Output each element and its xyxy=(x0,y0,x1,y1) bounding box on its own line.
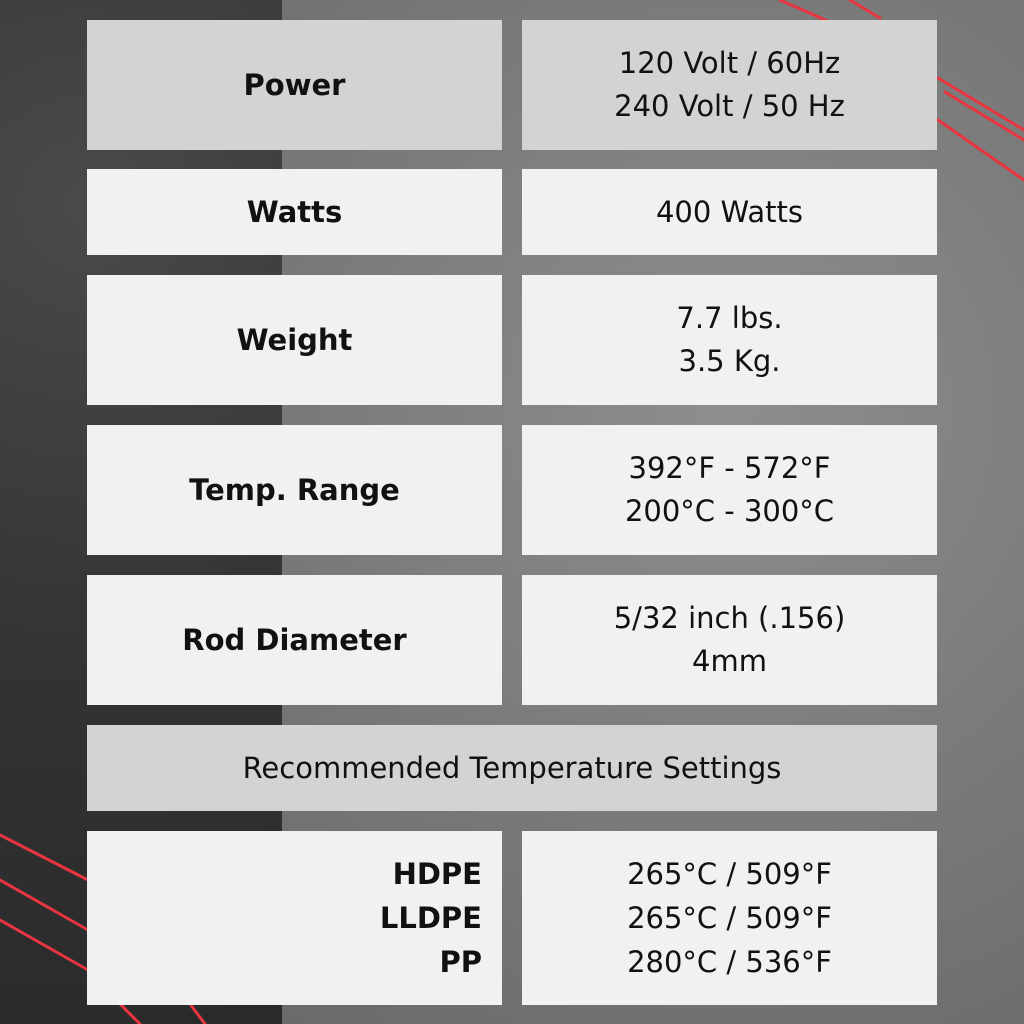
spec-label-watts xyxy=(87,169,502,255)
material-setting: 265°C / 509°F xyxy=(627,857,832,891)
material-name: PP xyxy=(439,945,482,979)
material-setting: 280°C / 536°F xyxy=(627,945,832,979)
spec-value-temp-range xyxy=(522,425,937,555)
spec-value-line: 392°F - 572°F xyxy=(628,451,831,485)
spec-value-weight xyxy=(522,275,937,405)
material-names xyxy=(87,831,502,1005)
spec-label-power xyxy=(87,20,502,150)
spec-label-temp-range xyxy=(87,425,502,555)
material-name: HDPE xyxy=(392,857,482,891)
spec-value-line: 120 Volt / 60Hz xyxy=(618,46,841,80)
recommended-heading xyxy=(87,725,937,811)
spec-label-text: Temp. Range xyxy=(189,473,400,507)
spec-value-line: 200°C - 300°C xyxy=(624,494,835,528)
spec-value-rod-diameter xyxy=(522,575,937,705)
material-name: LLDPE xyxy=(379,901,482,935)
spec-value-line: 400 Watts xyxy=(655,194,803,229)
spec-value-line: 4mm xyxy=(692,644,767,678)
spec-value-power xyxy=(522,20,937,150)
spec-value-watts xyxy=(522,169,937,255)
spec-label-text: Weight xyxy=(236,323,353,357)
spec-label-text: Watts xyxy=(246,195,343,229)
spec-label-rod-diameter xyxy=(87,575,502,705)
material-settings xyxy=(522,831,937,1005)
spec-value-line: 5/32 inch (.156) xyxy=(613,601,846,635)
spec-value-line: 3.5 Kg. xyxy=(678,344,781,378)
spec-label-text: Power xyxy=(243,68,346,102)
spec-value-line: 7.7 lbs. xyxy=(676,301,783,335)
spec-label-weight xyxy=(87,275,502,405)
spec-label-text: Rod Diameter xyxy=(182,623,407,657)
recommended-heading-text: Recommended Temperature Settings xyxy=(242,751,782,785)
material-setting: 265°C / 509°F xyxy=(627,901,832,935)
spec-value-line: 240 Volt / 50 Hz xyxy=(614,89,845,123)
